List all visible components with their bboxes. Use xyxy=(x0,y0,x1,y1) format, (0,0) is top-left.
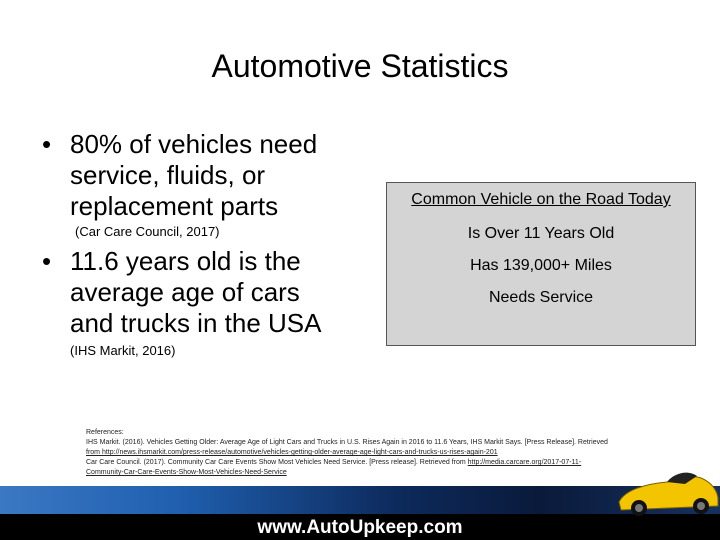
info-box-line: Needs Service xyxy=(488,289,594,306)
info-box xyxy=(386,182,696,346)
bullet-citation: (IHS Markit, 2016) xyxy=(70,343,176,358)
reference-2-link[interactable]: http://media.carcare.org/2017-07-11- xyxy=(467,459,582,466)
info-box-line: Has 139,000+ Miles xyxy=(470,257,612,274)
bullet-item xyxy=(42,246,350,339)
slide-title: Automotive Statistics xyxy=(211,48,509,84)
reference-1: IHS Markit. (2016). Vehicles Getting Older: Average Age of Light Cars and Trucks in U.S. Rises Again in 2016 to 11.6 Years, IHS Markit Says. [Press Release]. Retrieved xyxy=(86,439,608,446)
reference-2-text: Car Care Council. (2017). Community Car Care Events Show Most Vehicles Need Service. [Press release]. Retrieved from xyxy=(86,459,466,466)
bullet-text: 80% of vehicles need service, fluids, or replacement parts xyxy=(70,129,318,221)
info-box-heading: Common Vehicle on the Road Today xyxy=(411,191,671,208)
car-icon xyxy=(615,460,720,520)
reference-2 xyxy=(86,458,706,468)
info-box-line: Is Over 11 Years Old xyxy=(467,225,615,242)
bullet-item xyxy=(42,129,350,222)
bullet-citation: (Car Care Council, 2017) xyxy=(75,224,220,239)
footer-url[interactable]: www.AutoUpkeep.com xyxy=(257,517,463,538)
reference-1-link[interactable]: from http://news.ihsmarkit.com/press-release/automotive/vehicles-getting-older-average-age-light-cars-and-trucks-us-rises-again-201 xyxy=(86,449,498,456)
bullet-text: 11.6 years old is the average age of cars and trucks in the USA xyxy=(70,246,322,338)
bullet-icon: • xyxy=(42,246,52,276)
reference-2-link-cont[interactable]: Community-Car-Care-Events-Show-Most-Vehicles-Need-Service xyxy=(86,469,287,476)
references xyxy=(86,428,706,478)
references-label: References: xyxy=(86,429,124,436)
bullet-icon: • xyxy=(42,129,52,159)
